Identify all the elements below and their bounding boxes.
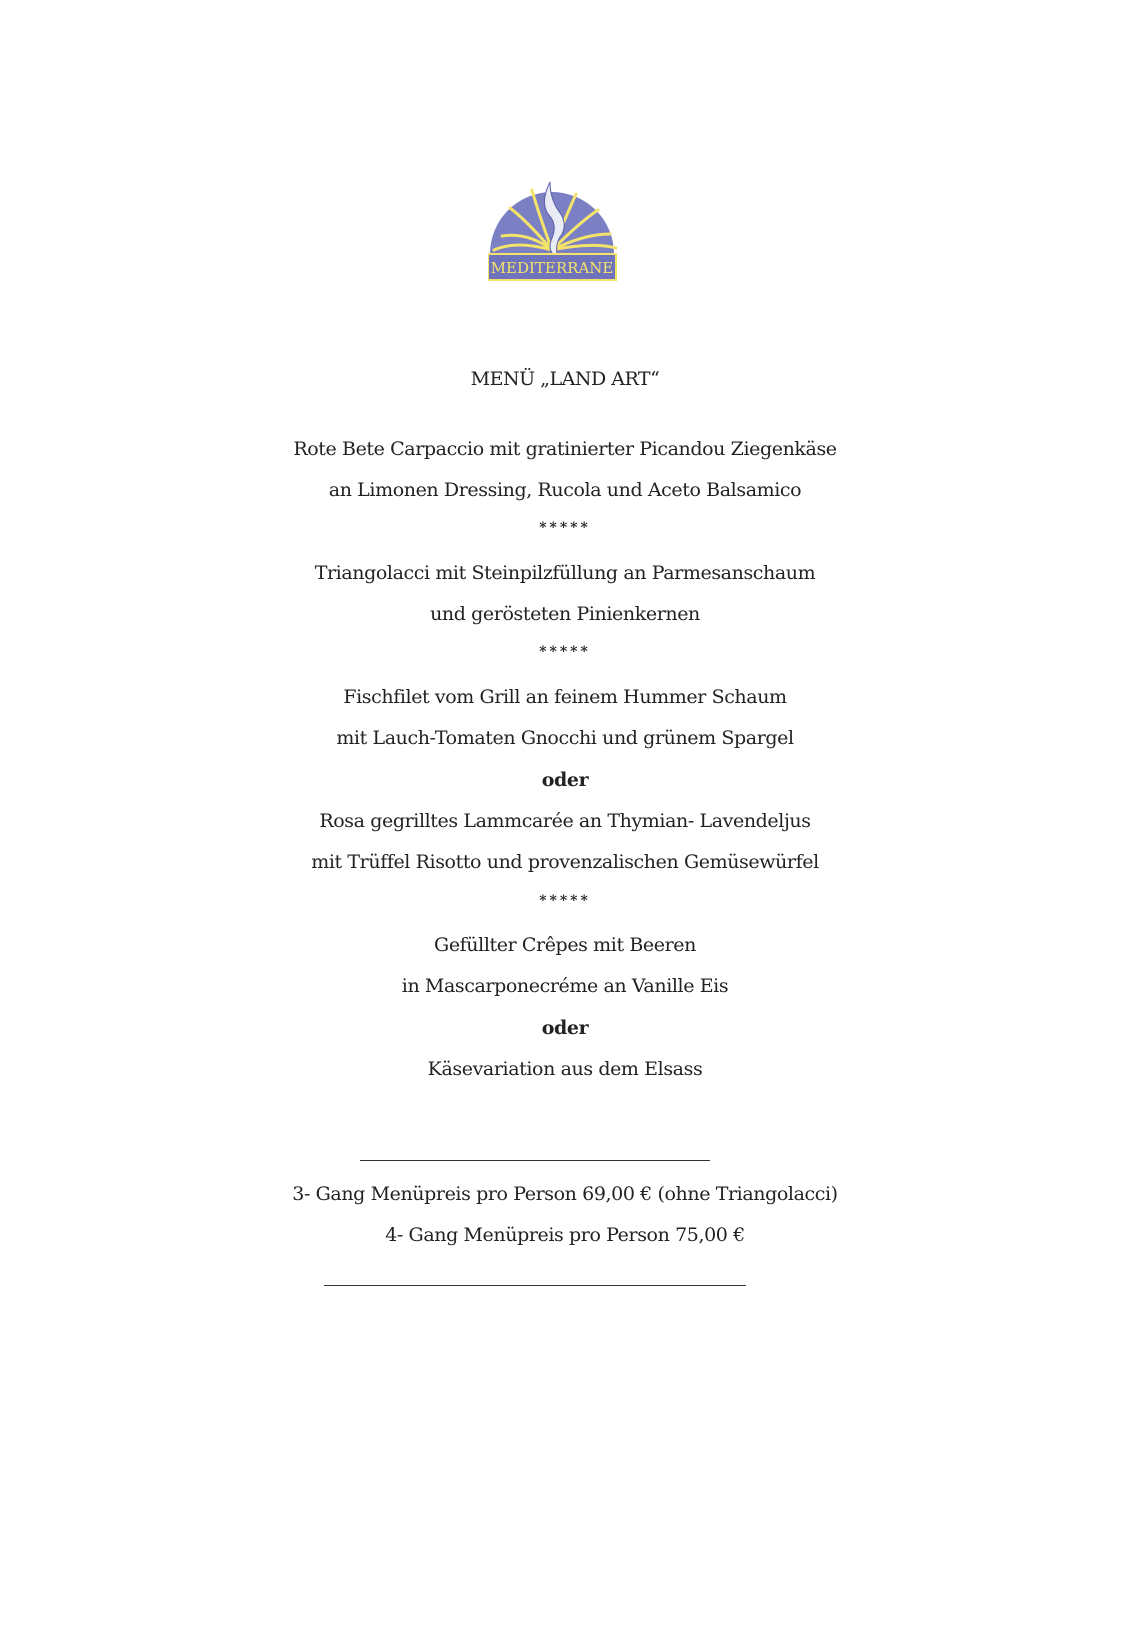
course-4-line-2: in Mascarponecréme an Vanille Eis xyxy=(401,975,729,997)
course-separator: ***** xyxy=(539,520,591,536)
mediterrane-logo xyxy=(488,172,648,292)
course-3-line-2: mit Lauch-Tomaten Gnocchi und grünem Spargel xyxy=(336,727,794,749)
divider-bottom xyxy=(324,1285,746,1286)
course-separator: ***** xyxy=(539,644,591,660)
course-2-line-1: Triangolacci mit Steinpilzfüllung an Parmesanschaum xyxy=(314,562,816,584)
price-four-course: 4- Gang Menüpreis pro Person 75,00 € xyxy=(385,1224,745,1246)
course-4-line-3: Käsevariation aus dem Elsass xyxy=(427,1058,703,1080)
course-1-line-2: an Limonen Dressing, Rucola und Aceto Balsamico xyxy=(328,479,802,501)
course-4-alternative: oder xyxy=(541,1017,589,1039)
course-3-alternative: oder xyxy=(541,769,589,791)
price-three-course: 3- Gang Menüpreis pro Person 69,00 € (ohne Triangolacci) xyxy=(292,1183,838,1205)
svg-text:MEDITERRANE: MEDITERRANE xyxy=(490,259,614,277)
divider-top xyxy=(360,1160,710,1161)
course-3-line-3: Rosa gegrilltes Lammcarée an Thymian- Lavendeljus xyxy=(319,810,811,832)
course-2-line-2: und gerösteten Pinienkernen xyxy=(430,603,700,625)
course-3-line-1: Fischfilet vom Grill an feinem Hummer Schaum xyxy=(343,686,787,708)
course-3-line-4: mit Trüffel Risotto und provenzalischen Gemüsewürfel xyxy=(311,851,819,873)
course-separator: ***** xyxy=(539,893,591,909)
course-4-line-1: Gefüllter Crêpes mit Beeren xyxy=(434,934,696,956)
menu-title: MENÜ „LAND ART“ xyxy=(470,368,660,390)
course-1-line-1: Rote Bete Carpaccio mit gratinierter Picandou Ziegenkäse xyxy=(293,438,837,460)
